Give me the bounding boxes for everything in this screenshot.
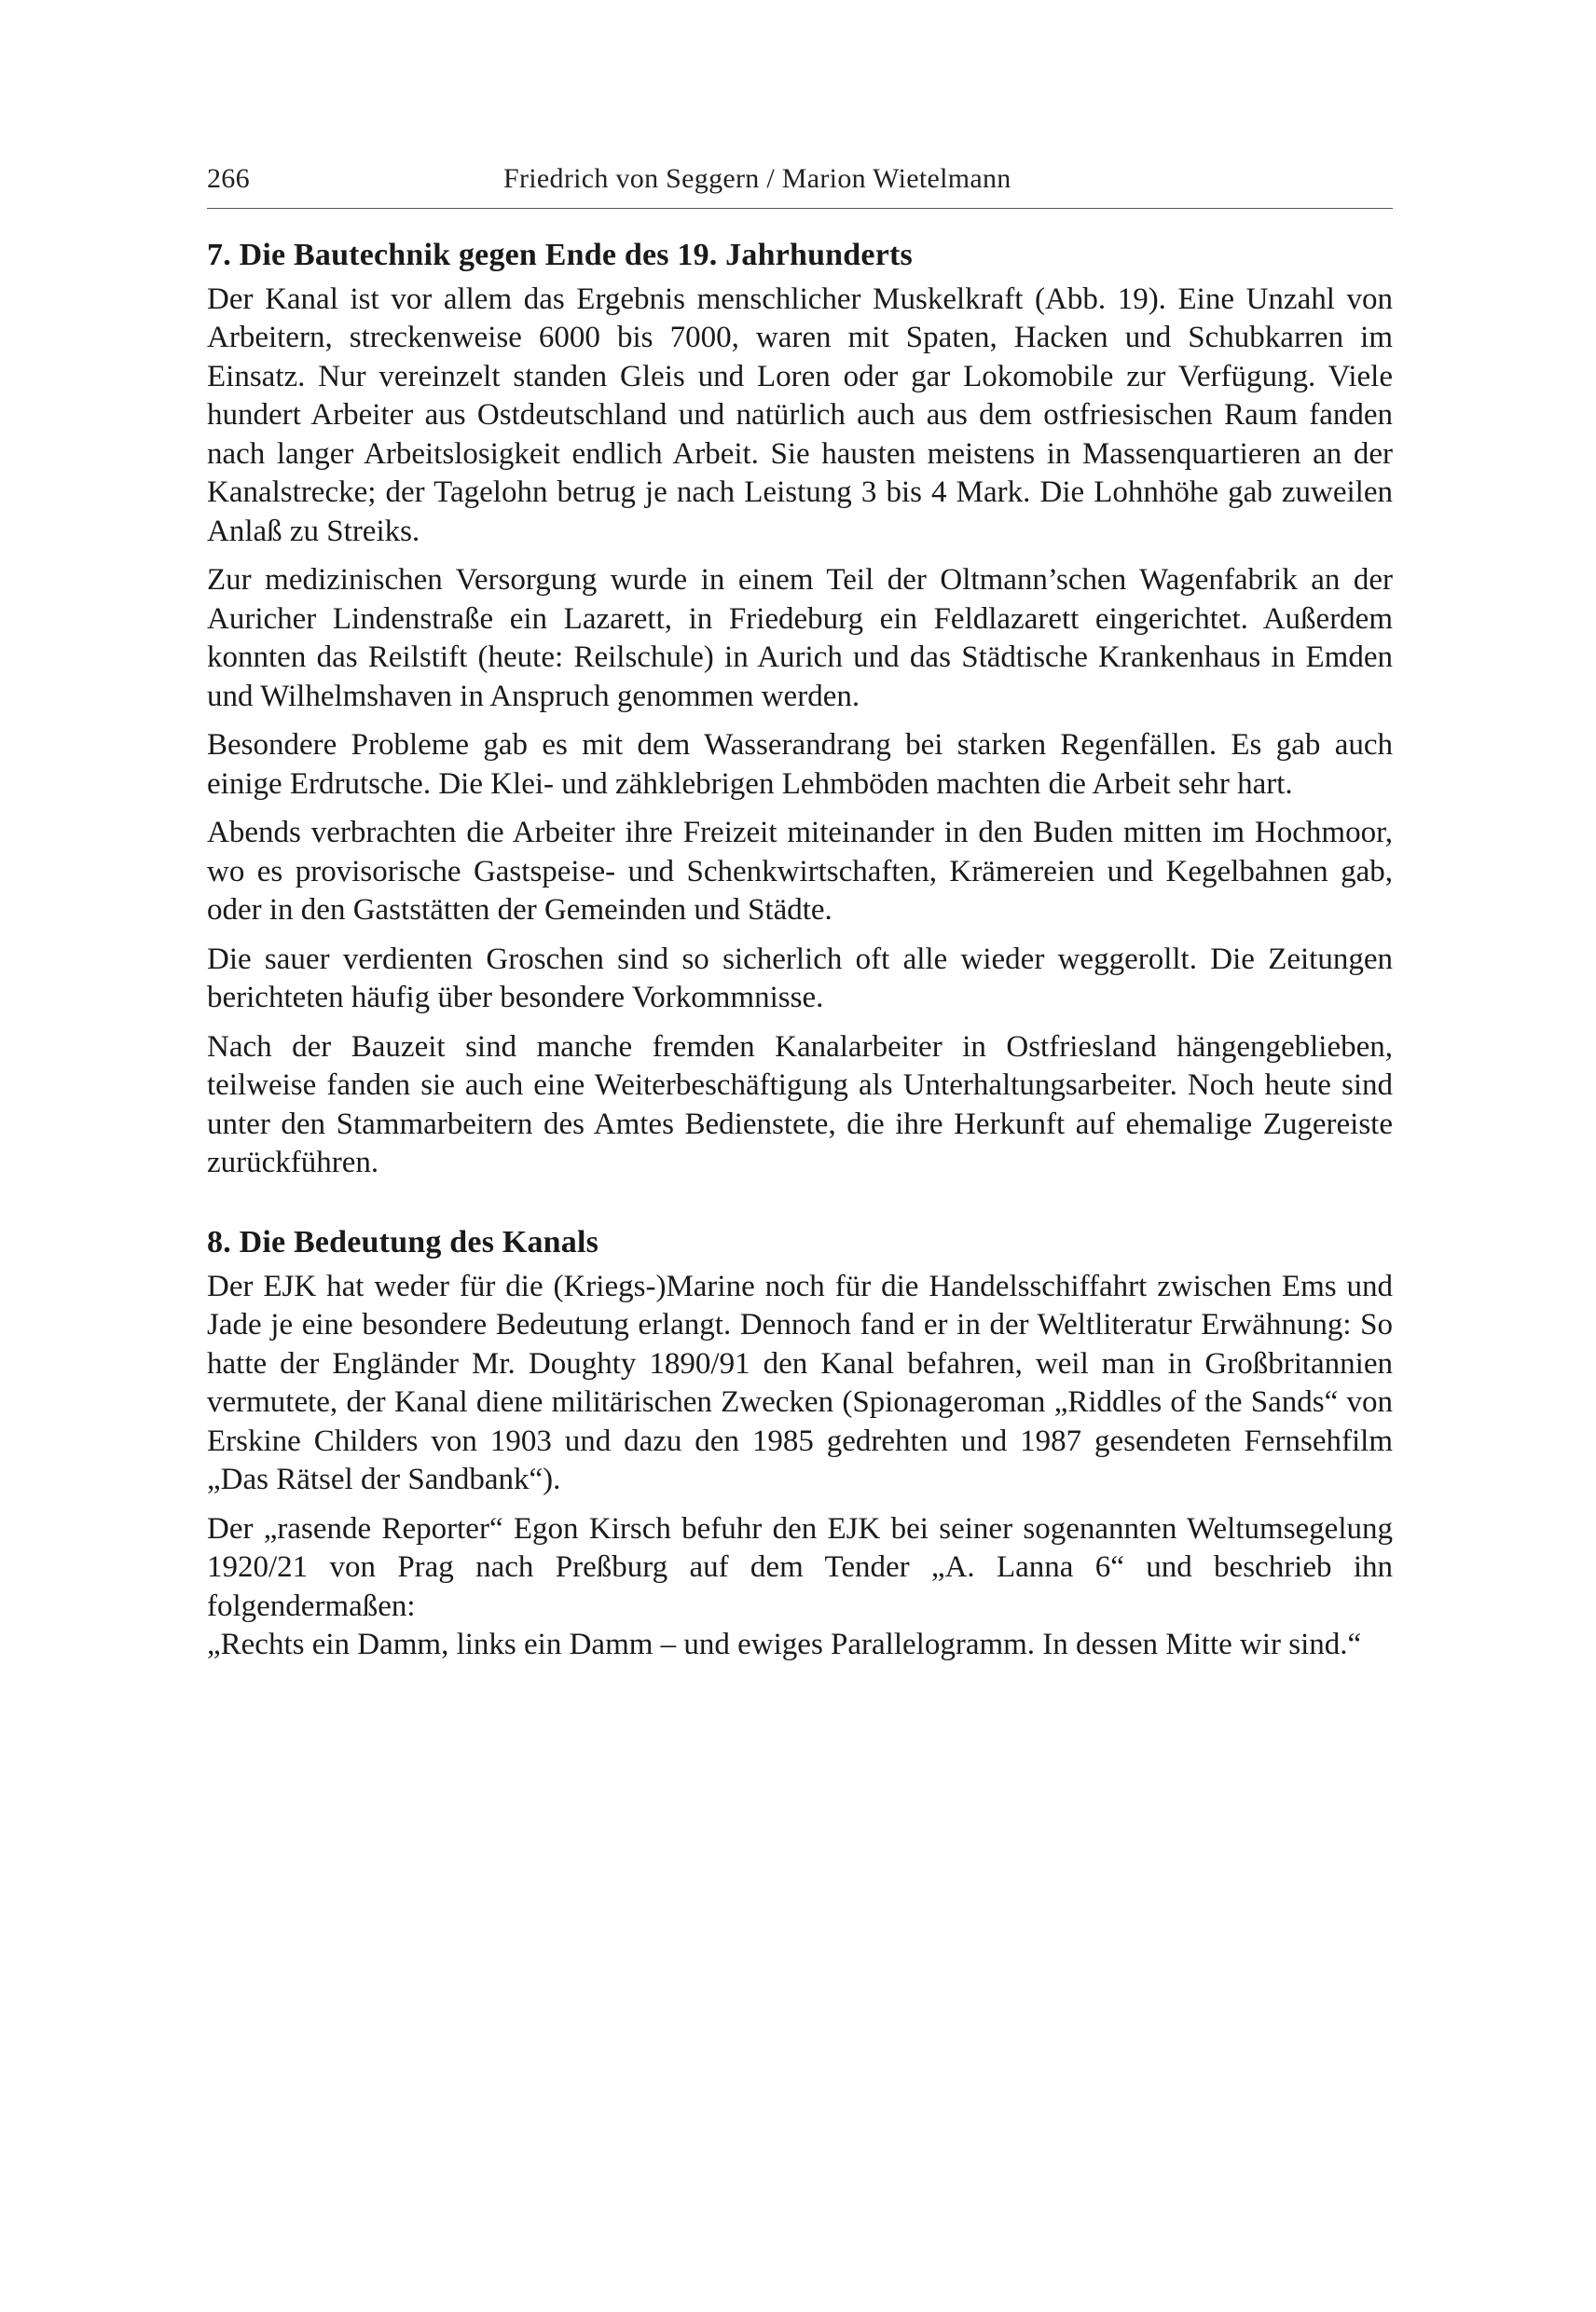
paragraph: Der „rasende Reporter“ Egon Kirsch befuhr den EJK bei seiner sogenannten Weltumsegelung 1920/21 von Prag nach Preßburg auf dem Tender „A. Lanna 6“ und beschrieb ihn folgendermaßen: xyxy=(207,1511,1393,1623)
section-bautechnik xyxy=(207,237,1393,1183)
section-heading: 7. Die Bautechnik gegen Ende des 19. Jahrhunderts xyxy=(207,238,913,272)
paragraph: Besondere Probleme gab es mit dem Wasserandrang bei starken Regenfällen. Es gab auch einige Erdrutsche. Die Klei- und zähklebrigen Lehmböden machten die Arbeit sehr hart. xyxy=(207,728,1393,801)
running-title: Friedrich von Seggern / Marion Wietelmann xyxy=(503,163,1011,194)
paragraph: Der EJK hat weder für die (Kriegs-)Marine noch für die Handelsschiffahrt zwischen Ems und Jade je eine besondere Bedeutung erlangt. Dennoch fand er in der Weltliteratur Erwähnung: So hatte der Engländer Mr. Doughty 1890/91 den Kanal befahren, weil man in Großbritannien vermutete, der Kanal diene militärischen Zwecken (Spionageroman „Riddles of the Sands“ von Erskine Childers von 1903 und dazu den 1985 gedrehten und 1987 gesendeten Fernsehfilm „Das Rätsel der Sandbank“). xyxy=(207,1269,1393,1497)
paragraph: Nach der Bauzeit sind manche fremden Kanalarbeiter in Ostfriesland hängengeblieben, teilweise fanden sie auch eine Weiterbeschäftigung als Unterhaltungsarbeiter. Noch heute sind unter den Stammarbeitern des Amtes Bedienstete, die ihre Herkunft auf ehemalige Zugereiste zurückführen. xyxy=(207,1029,1393,1180)
section-heading: 8. Die Bedeutung des Kanals xyxy=(207,1224,599,1259)
paragraph: Die sauer verdienten Groschen sind so sicherlich oft alle wieder weggerollt. Die Zeitungen berichteten häufig über besondere Vorkommnisse. xyxy=(207,942,1393,1015)
quote-paragraph: „Rechts ein Damm, links ein Damm – und ewiges Parallelogramm. In dessen Mitte wir sind.“ xyxy=(207,1628,1362,1662)
page-number: 266 xyxy=(207,163,250,194)
running-head xyxy=(207,163,1393,209)
paragraph: Abends verbrachten die Arbeiter ihre Freizeit miteinander in den Buden mitten im Hochmoor, wo es provisorische Gastspeise- und Schenkwirtschaften, Krämereien und Kegelbahnen gab, oder in den Gaststätten der Gemeinden und Städte. xyxy=(207,816,1393,928)
paragraph: Der Kanal ist vor allem das Ergebnis menschlicher Muskelkraft (Abb. 19). Eine Unzahl von Arbeitern, streckenweise 6000 bis 7000, waren mit Spaten, Hacken und Schubkarren im Einsatz. Nur vereinzelt standen Gleis und Loren oder gar Lokomobile zur Verfügung. Viele hundert Arbeiter aus Ostdeutschland und natürlich auch aus dem ostfriesischen Raum fanden nach langer Arbeitslosigkeit endlich Arbeit. Sie hausten meistens in Massenquartieren an der Kanalstrecke; der Tagelohn betrug je nach Leistung 3 bis 4 Mark. Die Lohnhöhe gab zuweilen Anlaß zu Streiks. xyxy=(207,282,1393,548)
paragraph: Zur medizinischen Versorgung wurde in einem Teil der Oltmann’schen Wagenfabrik an der Auricher Lindenstraße ein Lazarett, in Friedeburg ein Feldlazarett eingerichtet. Außerdem konnten das Reilstift (heute: Reilschule) in Aurich und das Städtische Krankenhaus in Emden und Wilhelmshaven in Anspruch genommen werden. xyxy=(207,563,1393,713)
section-bedeutung xyxy=(207,1224,1393,1665)
book-page xyxy=(207,163,1393,1675)
